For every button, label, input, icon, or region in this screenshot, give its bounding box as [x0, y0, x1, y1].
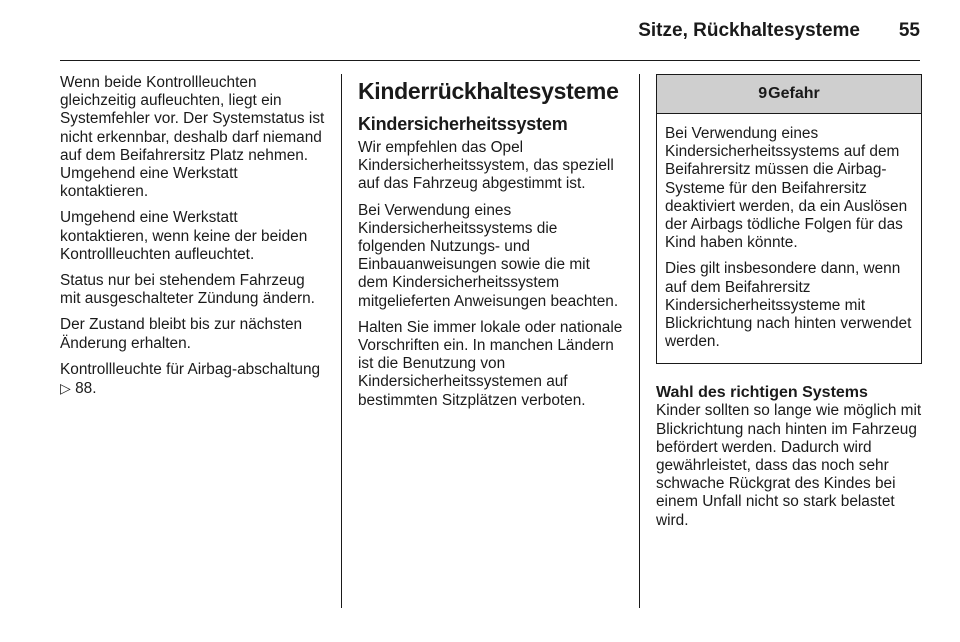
- column-left: [60, 74, 326, 406]
- paragraph: Status nur bei stehendem Fahrzeug mit ausgeschalteter Zündung ändern.: [60, 272, 315, 308]
- danger-warning-box: [656, 74, 922, 364]
- column-divider-2: [639, 74, 640, 608]
- paragraph: Bei Verwendung eines Kindersicherheitssystems die folgenden Nutzungs- und Einbauanweisungen sowie die mit dem Kindersicherheitssystem mitgelieferten Anweisungen beachten.: [358, 201, 619, 310]
- warning-title: Gefahr: [768, 84, 820, 102]
- subsection-heading: Wahl des richtigen Systems: [656, 384, 868, 402]
- warning-header: [657, 75, 921, 114]
- paragraph: Halten Sie immer lokale oder nationale Vorschriften ein. In manchen Ländern ist die Benutzung von Kindersicherheitssystemen auf bestimmten Sitzplätzen verboten.: [358, 318, 623, 409]
- subsection-heading: Kindersicherheitssystem: [358, 114, 568, 134]
- warning-paragraph: Bei Verwendung eines Kindersicherheitssystems auf dem Beifahrersitz müssen die Airbag-Systeme für den Beifahrersitz deaktiviert werden, da ein Auslösen der Airbags tödliche Folgen für das Kind haben könnte.: [665, 125, 908, 252]
- section-heading: Kinderrückhaltesysteme: [358, 78, 619, 104]
- warning-triangle-icon: 9: [758, 84, 768, 102]
- cross-reference-page: 88: [75, 380, 93, 398]
- column-right: [656, 74, 922, 538]
- warning-paragraph: Dies gilt insbesondere dann, wenn auf dem Beifahrersitz Kindersicherheitssysteme mit Blickrichtung nach hinten verwendet werden.: [665, 260, 912, 351]
- paragraph: Der Zustand bleibt bis zur nächsten Änderung erhalten.: [60, 316, 303, 352]
- paragraph: Wenn beide Kontrollleuchten gleichzeitig aufleuchten, liegt ein Systemfehler vor. Der Systemstatus ist nicht erkennbar, deshalb darf niemand auf dem Beifahrersitz Platz nehmen. Umgehend eine Werkstatt kontaktieren.: [60, 74, 325, 201]
- paragraph: Kinder sollten so lange wie möglich mit Blickrichtung nach hinten im Fahrzeug befördert werden. Dadurch wird gewährleistet, dass das noch sehr schwache Rückgrat des Kindes bei einem Unfall nicht so stark belastet wird.: [656, 402, 922, 529]
- paragraph: Wir empfehlen das Opel Kindersicherheitssystem, das speziell auf das Fahrzeug abgestimmt ist.: [358, 139, 614, 193]
- warning-body: [657, 114, 921, 363]
- page-reference-arrow-icon: ▷: [60, 380, 71, 397]
- page-header: [60, 14, 920, 56]
- paragraph: Umgehend eine Werkstatt kontaktieren, wenn keine der beiden Kontrollleuchten aufleuchtet.: [60, 209, 308, 263]
- column-divider-1: [341, 74, 342, 608]
- cross-reference[interactable]: Kontrollleuchte für Airbag-abschaltung ▷ 88.: [60, 360, 321, 398]
- column-middle: [358, 74, 624, 418]
- page-number: 55: [898, 20, 920, 41]
- page-title: Sitze, Rückhaltesysteme: [638, 20, 860, 41]
- cross-reference-text: Kontrollleuchte für Airbag-abschaltung: [60, 360, 321, 378]
- header-divider: [60, 60, 920, 61]
